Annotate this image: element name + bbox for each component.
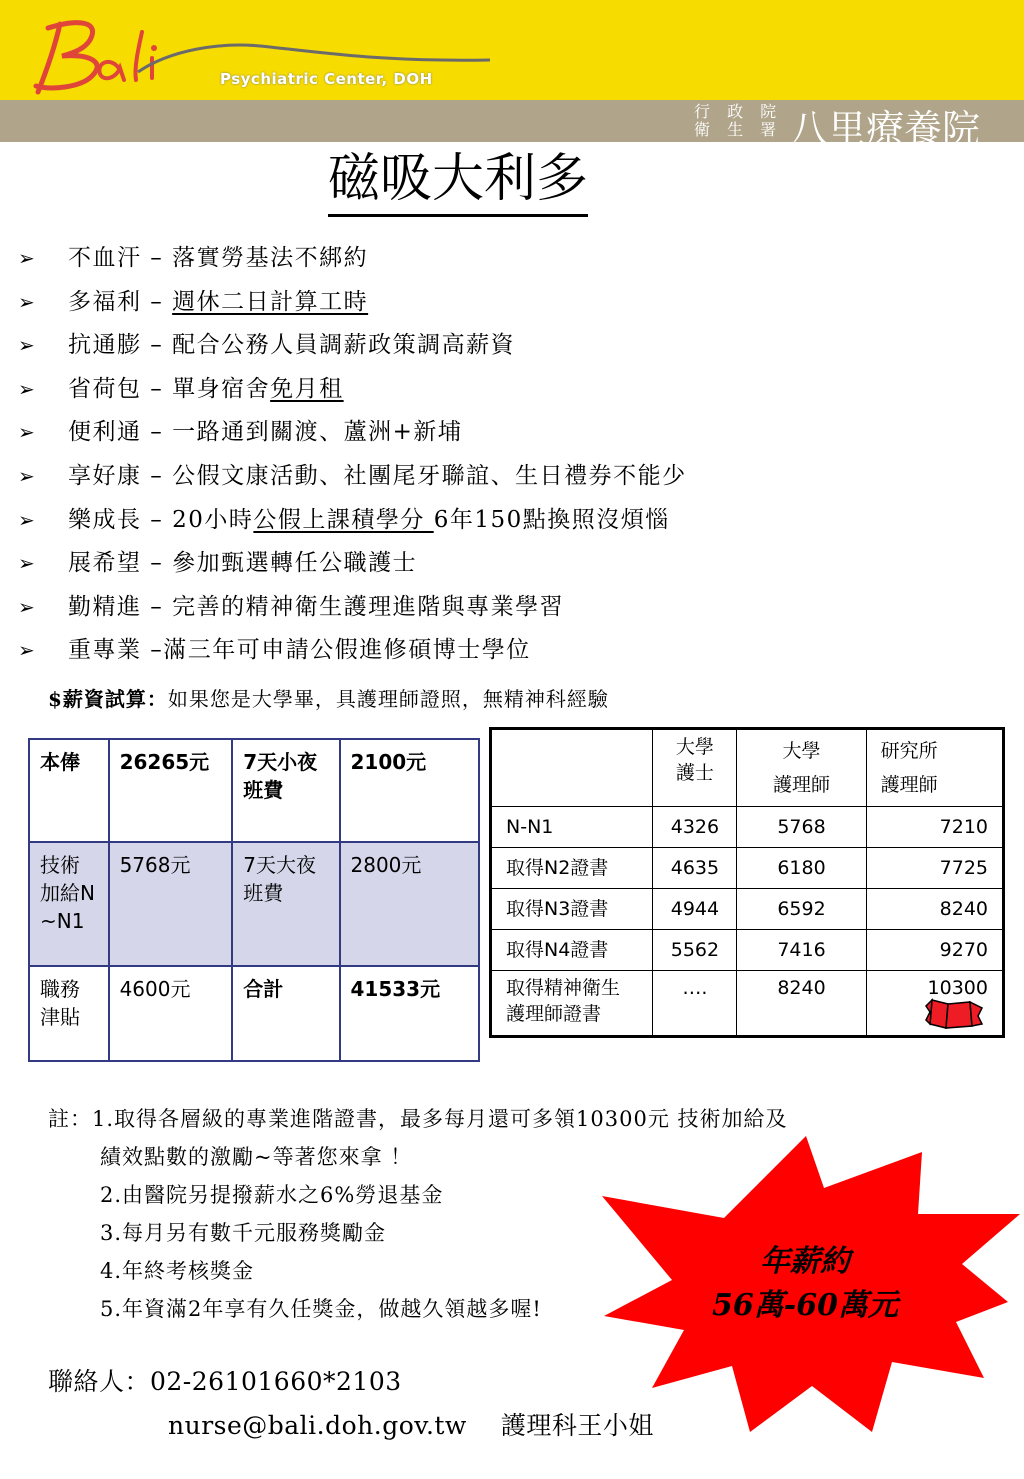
benefit-item <box>18 371 1018 415</box>
benefit-item <box>18 589 1018 633</box>
table-cell: 5768元 <box>109 842 233 966</box>
table-cell: 本俸 <box>29 739 109 842</box>
benefit-item <box>18 327 1018 371</box>
table-cell: 5562 <box>653 930 737 971</box>
table-cell: N-N1 <box>491 807 653 848</box>
benefit-text: 樂成長 – 20小時 <box>68 506 254 533</box>
ministry-label <box>694 103 784 139</box>
page-title: 磁吸大利多 <box>328 148 588 217</box>
table-row <box>29 966 479 1061</box>
ministry-line2: 衛 生 署 <box>694 120 783 139</box>
table-cell: 7416 <box>737 930 866 971</box>
table-cell: 41533元 <box>340 966 480 1061</box>
benefit-text: 不血汗 – 落實勞基法不綁約 <box>68 245 369 271</box>
arrow-bullet-icon: ➢ <box>18 420 35 445</box>
note-line: 5.年資滿2年享有久任獎金，做越久領越多喔! <box>100 1297 542 1321</box>
note-line: 註：1.取得各層級的專業進階證書，最多每月還可多領10300元 技術加給及 <box>48 1107 788 1131</box>
salary-calc-text: 如果您是大學畢，具護理師證照，無精神科經驗 <box>167 687 609 711</box>
bali-logo <box>20 10 500 105</box>
benefit-item <box>18 284 1018 328</box>
salary-calc-label: $薪資試算： <box>48 687 168 711</box>
benefit-item <box>18 240 1018 284</box>
arrow-bullet-icon: ➢ <box>18 376 35 401</box>
table-cell: 7天大夜班費 <box>232 842 339 966</box>
table-cell: …. <box>653 971 737 1037</box>
benefit-item <box>18 458 1018 502</box>
table-cell: 8240 <box>866 889 1003 930</box>
table-cell: 取得N2證書 <box>491 848 653 889</box>
contact-phone: 聯絡人：02-26101660*2103 <box>48 1367 402 1396</box>
table-cell: 合計 <box>232 966 339 1061</box>
benefit-underlined: 公假上課積學分 <box>253 506 434 533</box>
table-cell: 2800元 <box>340 842 480 966</box>
ministry-line1: 行 政 院 <box>694 102 783 121</box>
table-header-cell: 大學 護士 <box>653 729 737 807</box>
benefit-text: 多福利 – <box>68 288 173 315</box>
benefit-text-tail: 6年150點換照沒煩惱 <box>433 506 670 533</box>
benefit-text: 享好康 – 公假文康活動、社團尾牙聯誼、生日禮券不能少 <box>68 462 687 489</box>
benefit-text: 勤精進 – 完善的精神衛生護理進階與專業學習 <box>68 593 565 620</box>
table-cell: 5768 <box>737 807 866 848</box>
table-cell: 技術加給N~N1 <box>29 842 109 966</box>
table-row <box>29 842 479 966</box>
benefit-text: 省荷包 – 單身宿舍 <box>68 375 271 402</box>
note-line: 3.每月另有數千元服務獎勵金 <box>100 1221 387 1245</box>
annual-salary-line2: 56萬-60萬元 <box>712 1288 898 1323</box>
table-row <box>491 848 1004 889</box>
note-line: 4.年終考核獎金 <box>100 1259 255 1283</box>
benefit-item <box>18 502 1018 546</box>
table-cell: 2100元 <box>340 739 480 842</box>
contact-section <box>48 1360 654 1448</box>
note-line: 2.由醫院另提撥薪水之6%勞退基金 <box>100 1183 444 1207</box>
benefit-underlined: 免月租 <box>270 375 344 402</box>
table-cell: 26265元 <box>109 739 233 842</box>
arrow-bullet-icon: ➢ <box>18 507 35 532</box>
arrow-bullet-icon: ➢ <box>18 551 35 576</box>
contact-person: 護理科王小姐 <box>500 1411 654 1440</box>
table-cell: 取得N3證書 <box>491 889 653 930</box>
allowance-table <box>489 727 1005 1038</box>
benefit-text: 抗通膨 – 配合公務人員調薪政策調高薪資 <box>68 332 516 359</box>
hospital-name: 八里療養院 <box>790 107 981 151</box>
benefits-list <box>18 240 1018 676</box>
table-cell: 取得精神衛生護理師證書 <box>491 971 653 1037</box>
arrow-bullet-icon: ➢ <box>18 463 35 488</box>
table-cell: 6180 <box>737 848 866 889</box>
table-cell: 取得N4證書 <box>491 930 653 971</box>
arrow-bullet-icon: ➢ <box>18 289 35 314</box>
table-cell: 7210 <box>866 807 1003 848</box>
table-header-cell: 大學 護理師 <box>737 729 866 807</box>
table-header-row <box>491 729 1004 807</box>
table-cell: 8240 <box>737 971 866 1037</box>
benefit-item <box>18 414 1018 458</box>
note-line: 績效點數的激勵~等著您來拿 ！ <box>100 1145 413 1169</box>
table-cell: 4944 <box>653 889 737 930</box>
table-cell: 4600元 <box>109 966 233 1061</box>
salary-calc-line <box>48 684 609 714</box>
table-row <box>29 739 479 842</box>
table-row <box>491 889 1004 930</box>
arrow-bullet-icon: ➢ <box>18 333 35 358</box>
arrow-bullet-icon: ➢ <box>18 246 35 270</box>
notes-section <box>48 1100 788 1328</box>
table-row <box>491 930 1004 971</box>
table-row <box>491 807 1004 848</box>
table-header-cell: 研究所 護理師 <box>866 729 1003 807</box>
table-cell: 9270 <box>866 930 1003 971</box>
annual-salary-line1: 年薪約 <box>760 1244 850 1279</box>
arrow-bullet-icon: ➢ <box>18 638 35 663</box>
benefit-text: 便利通 – 一路通到關渡、蘆洲+新埔 <box>68 419 463 446</box>
contact-email[interactable]: nurse@bali.doh.gov.tw <box>168 1411 467 1440</box>
table-cell: 6592 <box>737 889 866 930</box>
arrow-bullet-icon: ➢ <box>18 594 35 619</box>
benefit-item <box>18 545 1018 589</box>
table-cell: 7天小夜班費 <box>232 739 339 842</box>
table-cell: 4635 <box>653 848 737 889</box>
salary-breakdown-table <box>28 738 480 1062</box>
center-subtitle: Psychiatric Center, DOH <box>220 70 433 88</box>
table-cell: 10300 <box>866 971 1003 1037</box>
benefit-item <box>18 632 1018 676</box>
table-cell: 4326 <box>653 807 737 848</box>
table-cell: 7725 <box>866 848 1003 889</box>
benefit-text: 重專業 –滿三年可申請公假進修碩博士學位 <box>68 637 531 664</box>
ribbon-flag-icon <box>924 994 984 1036</box>
table-cell: 職務津貼 <box>29 966 109 1061</box>
table-header-cell <box>491 729 653 807</box>
benefit-text: 展希望 – 參加甄選轉任公職護士 <box>68 550 418 577</box>
benefit-underlined: 週休二日計算工時 <box>172 288 369 315</box>
